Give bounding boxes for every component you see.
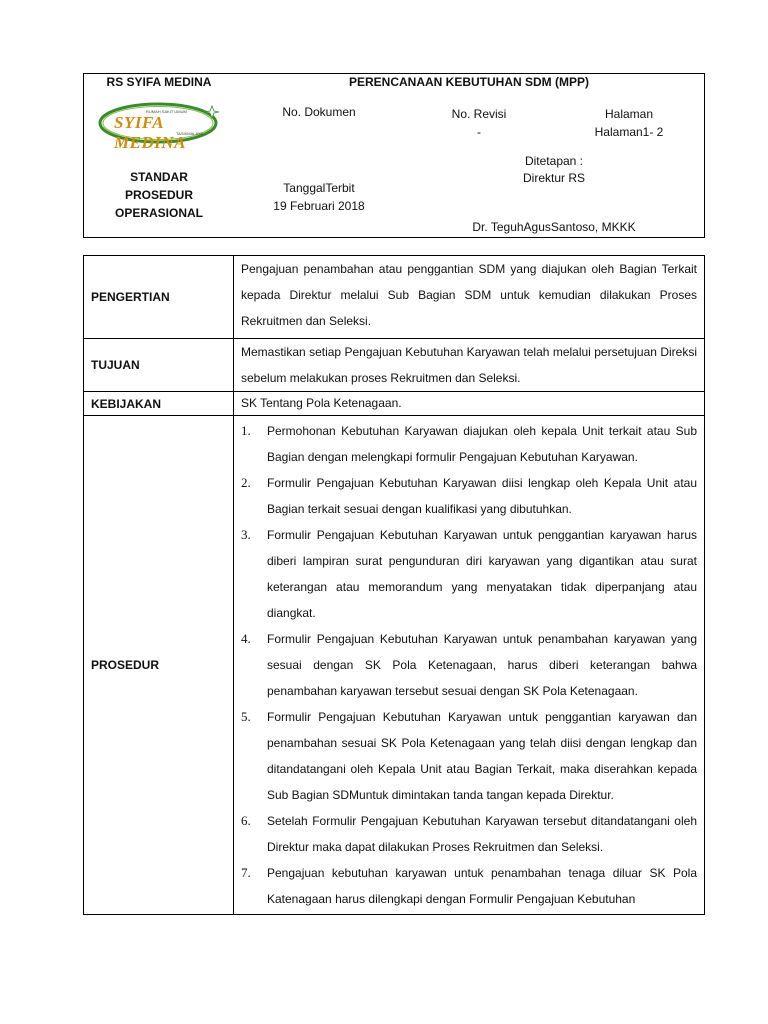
spo-line-3: OPERASIONAL — [114, 206, 203, 220]
list-item-number: 4. — [241, 631, 251, 646]
pengertian-label: PENGERTIAN — [84, 256, 234, 338]
list-item — [241, 418, 697, 470]
halaman-cell — [554, 92, 704, 153]
list-item-number: 1. — [241, 423, 251, 438]
row-tujuan — [84, 339, 704, 392]
list-item — [241, 626, 697, 704]
logo-small-bottom: TASIKMALAYA — [176, 131, 203, 136]
list-item — [241, 704, 697, 808]
ditetapkan-by: Direktur RS — [522, 171, 585, 185]
row-prosedur — [84, 416, 704, 914]
halaman-value: Halaman1- 2 — [594, 125, 664, 139]
list-item-text: Setelah Formulir Pengajuan Kebutuhan Karyawan tersebut ditandatangani oleh Direktur maka dapat dilakukan Proses Rekruitmen dan Seleksi. — [267, 814, 697, 854]
list-item — [241, 522, 697, 626]
prosedur-list — [234, 416, 704, 914]
logo-cell — [84, 92, 234, 153]
pengertian-text: Pengajuan penambahan atau penggantian SDM yang diajukan oleh Bagian Terkait kepada Direktur melalui Sub Bagian SDM untuk kemudian dilakukan Proses Rekruitmen dan Seleksi. — [241, 262, 697, 328]
list-item-number: 7. — [241, 865, 251, 880]
list-item-number: 6. — [241, 813, 251, 828]
list-item-text: Permohonan Kebutuhan Karyawan diajukan oleh kepala Unit terkait atau Sub Bagian dengan melengkapi formulir Pengajuan Kebutuhan Karyawan. — [267, 424, 697, 464]
row-pengertian — [84, 256, 704, 339]
no-revisi-value: - — [477, 125, 481, 139]
halaman-label: Halaman — [604, 107, 654, 121]
prosedur-label: PROSEDUR — [84, 416, 234, 914]
spo-line-2: PROSEDUR — [124, 188, 193, 202]
spo-line-1: STANDAR — [130, 170, 188, 184]
spo-cell — [84, 153, 234, 237]
ditetapkan-label: Ditetapan : — [524, 154, 584, 168]
tanggal-terbit-cell — [234, 153, 404, 237]
list-item — [241, 808, 697, 860]
no-revisi-label: No. Revisi — [451, 107, 507, 121]
sop-content-table — [83, 255, 705, 915]
no-dokumen-label: No. Dokumen — [282, 105, 356, 119]
ditetapkan-cell — [404, 153, 704, 237]
list-item-text: Formulir Pengajuan Kebutuhan Karyawan untuk penggantian karyawan dan penambahan sesuai SK Pola Ketenagaan yang telah diisi dengan lengkap dan ditandatangani oleh Kepala Unit atau Bagian Terkait, maka diserahkan kepada Sub Bagian SDMuntuk dimintakan tanda tangan kepada Direktur. — [267, 710, 697, 802]
list-item-text: Formulir Pengajuan Kebutuhan Karyawan untuk penambahan karyawan yang sesuai dengan SK Pola Ketenagaan, harus diberi keterangan bahwa penambahan karyawan tersebut sesuai dengan SK Pola Ketenagaan. — [267, 632, 697, 698]
document-header-table — [83, 73, 705, 238]
list-item-number: 5. — [241, 709, 251, 724]
signatory-name: Dr. TeguhAgusSantoso, MKKK — [472, 220, 636, 234]
kebijakan-label: KEBIJAKAN — [84, 392, 234, 415]
list-item-text: Formulir Pengajuan Kebutuhan Karyawan untuk penggantian karyawan harus diberi lampiran surat pengunduran diri karyawan yang digantikan atau surat keterangan atau memorandum yang menyatakan tidak diperpanjang atau diangkat. — [267, 528, 697, 620]
list-item-text: Formulir Pengajuan Kebutuhan Karyawan diisi lengkap oleh Kepala Unit atau Bagian terkait sesuai dengan kualifikasi yang dibutuhkan. — [267, 476, 697, 516]
tujuan-label: TUJUAN — [84, 339, 234, 391]
logo-small-top: RUMAH SAKIT UMUM — [146, 109, 187, 114]
list-item — [241, 470, 697, 522]
list-item-number: 3. — [241, 527, 251, 542]
document-title: PERENCANAAN KEBUTUHAN SDM (MPP) — [349, 75, 589, 89]
no-dokumen-cell — [234, 92, 404, 153]
hospital-logo — [96, 100, 224, 152]
tujuan-text: Memastikan setiap Pengajuan Kebutuhan Karyawan telah melalui persetujuan Direksi sebelum melakukan proses Rekruitmen dan Seleksi. — [241, 345, 697, 385]
logo-name: SYIFA MEDINA — [114, 113, 186, 152]
tanggal-terbit-value: 19 Februari 2018 — [273, 199, 365, 213]
no-revisi-cell — [404, 92, 554, 153]
list-item-text: Pengajuan kebutuhan karyawan untuk penambahan tenaga diluar SK Pola Katenagaan harus dilengkapi dengan Formulir Pengajuan Kebutuhan — [267, 866, 697, 906]
tanggal-terbit-label: TanggalTerbit — [283, 181, 355, 195]
kebijakan-text: SK Tentang Pola Ketenagaan. — [241, 396, 402, 410]
hospital-name: RS SYIFA MEDINA — [106, 75, 212, 89]
list-item-number: 2. — [241, 475, 251, 490]
list-item — [241, 860, 697, 912]
row-kebijakan — [84, 392, 704, 416]
